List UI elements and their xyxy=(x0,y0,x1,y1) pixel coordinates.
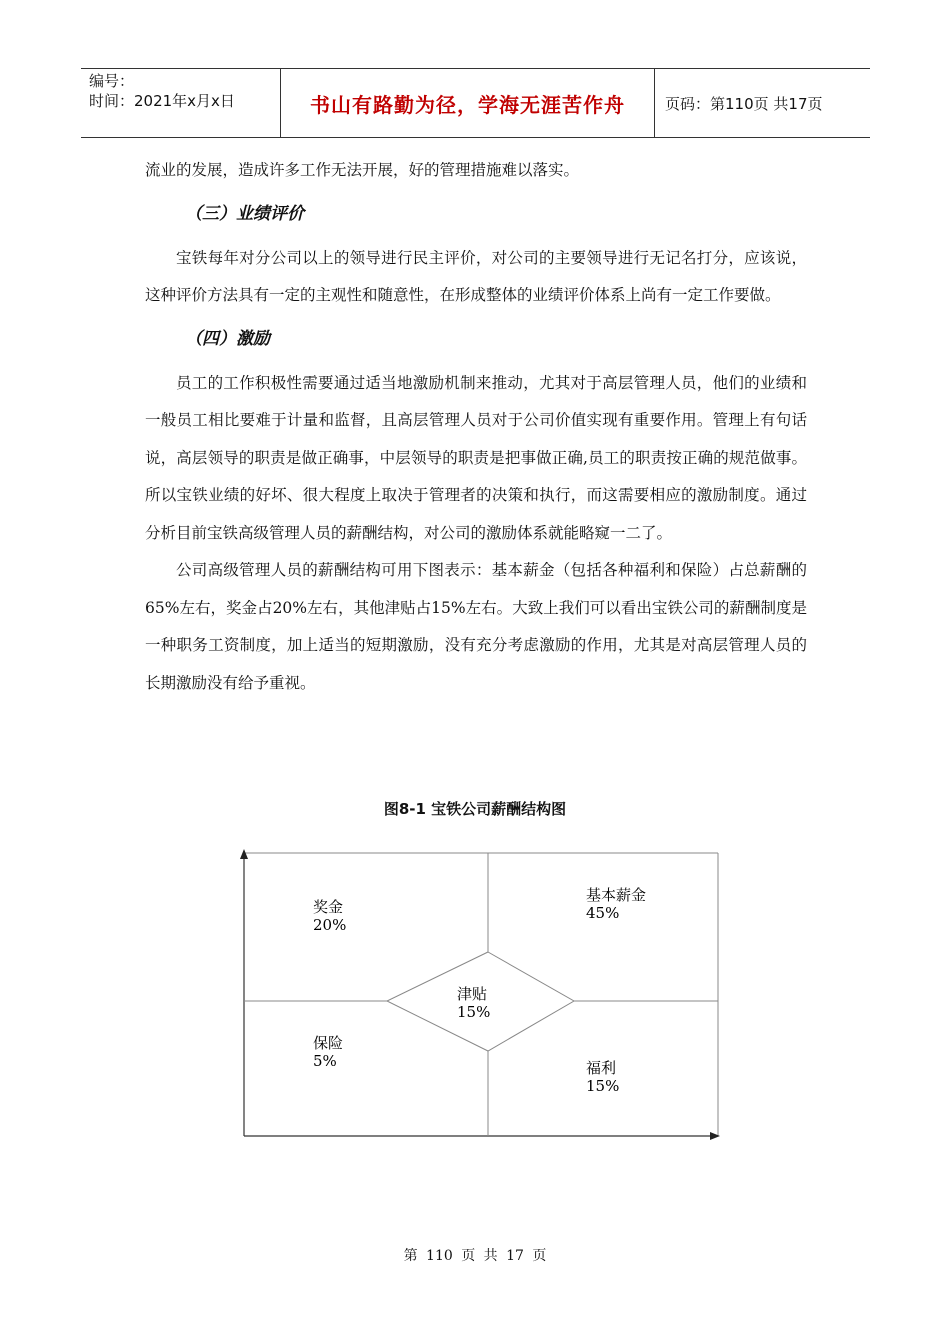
paragraph-salary-structure: 公司高级管理人员的薪酬结构可用下图表示：基本薪金（包括各种福利和保险）占总薪酬的65%左右，奖金占20%左右，其他津贴占15%左右。大致上我们可以看出宝铁公司的薪酬制度是一种职务工资制度，加上适当的短期激励，没有充分考虑激励的作用，尤其是对高层管理人员的长期激励没有给予重视。 xyxy=(145,561,807,692)
diagram-svg xyxy=(230,845,730,1145)
paragraph-continuation: 流业的发展，造成许多工作无法开展，好的管理措施难以落实。 xyxy=(145,161,580,179)
welfare-label: 福利 xyxy=(586,1059,617,1077)
paragraph-incentive: 员工的工作积极性需要通过适当地激励机制来推动，尤其对于高层管理人员，他们的业绩和一般员工相比要难于计量和监督，且高层管理人员对于公司价值实现有重要作用。管理上有句话说，高层领导的职责是做正确事，中层领导的职责是把事做正确,员工的职责按正确的规范做事。所以宝铁业绩的好坏、很大程度上取决于管理者的决策和执行，而这需要相应的激励制度。通过分析目前宝铁高级管理人员的薪酬结构，对公司的激励体系就能略窥一二了。 xyxy=(145,373,807,542)
base-salary-pct: 45% xyxy=(586,904,620,922)
header-page-info: 页码：第110页 共17页 xyxy=(665,94,823,113)
header-motto: 书山有路勤为径，学海无涯苦作舟 xyxy=(281,69,655,137)
allowance-pct: 15% xyxy=(457,1003,491,1021)
header-meta xyxy=(81,69,281,137)
insurance-pct: 5% xyxy=(313,1052,337,1070)
salary-structure-diagram xyxy=(230,845,730,1145)
allowance-label: 津贴 xyxy=(457,985,488,1003)
bonus-pct: 20% xyxy=(313,916,347,934)
document-body xyxy=(145,152,807,702)
section-heading-performance: （三）业绩评价 xyxy=(185,203,304,224)
page-header xyxy=(81,68,870,138)
section-heading-incentive: （四）激励 xyxy=(185,328,270,349)
page-footer: 第 110 页 共 17 页 xyxy=(403,1248,547,1264)
paragraph-performance: 宝铁每年对分公司以上的领导进行民主评价，对公司的主要领导进行无记名打分，应该说，这种评价方法具有一定的主观性和随意性，在形成整体的业绩评价体系上尚有一定工作要做。 xyxy=(145,248,807,304)
base-salary-label: 基本薪金 xyxy=(586,886,647,904)
welfare-pct: 15% xyxy=(586,1077,620,1095)
bonus-label: 奖金 xyxy=(313,898,344,916)
insurance-label: 保险 xyxy=(313,1034,344,1052)
y-axis-arrow xyxy=(240,849,248,859)
figure-title: 图8-1 宝铁公司薪酬结构图 xyxy=(383,800,567,818)
number-label: 编号： xyxy=(89,72,135,90)
date-label: 时间：2021年x月x日 xyxy=(89,92,235,110)
